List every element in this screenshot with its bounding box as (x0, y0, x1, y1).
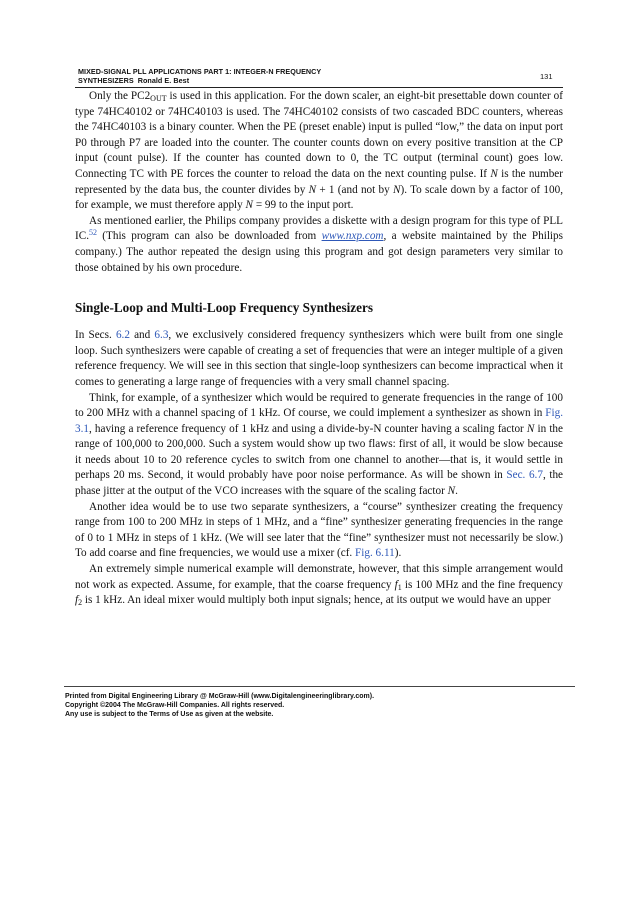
variable-n: N (393, 183, 401, 196)
section-heading: Single-Loop and Multi-Loop Frequency Synthesizers (75, 300, 373, 316)
text-run: (This program can also be downloaded from (96, 230, 322, 243)
variable-n: N (308, 183, 317, 196)
subscript: 1 (397, 582, 402, 592)
link-sec-6-2[interactable]: 6.2 (115, 329, 130, 342)
text-run: , the phase jitter at the output of the VCO increases with the square of the scaling factor (75, 469, 564, 498)
running-title-chapter: SYNTHESIZERS (78, 76, 134, 85)
text-run: is 100 MHz and the fine frequency (401, 578, 564, 591)
paragraph-down-scaler (75, 89, 563, 214)
text-run: . (455, 485, 458, 498)
paragraph-two-synthesizers (75, 500, 563, 562)
text-run: , having a reference frequency of 1 kHz and using a divide-by-N counter having a scaling factor (88, 422, 527, 435)
subscript: 2 (78, 598, 83, 608)
footnote-ref-52[interactable]: 52 (88, 228, 97, 238)
text-run: is used in this application. For the down scaler, an eight-bit presettable down counter of type 74HC40102 or 74HC40103 is used. The 74HC40102 consists of two cascaded BDC counters, whereas the 74HC40103 is a binary counter. When the PE (preset enable) input is pulled “low,” the data on input port P0 through P7 are loaded into the counter. The counter counts down on every positive transition at the CP input (count pulse). If the counter has counted down to 0, the TC output (terminal count) goes low. Connecting TC with PE forces the counter to reload the data on the next counting pulse. If (75, 90, 563, 180)
paragraph-numerical-example (75, 562, 563, 609)
text-run: ). To scale down by a factor of 100, for example, we must therefore apply (75, 183, 564, 212)
header-rule (75, 87, 563, 88)
text-run: Think, for example, of a synthesizer which would be required to generate frequencies in the range of 100 to 200 MHz with a channel spacing of 1 kHz. Of course, we could implement a synthesizer as shown in (75, 391, 563, 420)
link-sec-6-7[interactable]: Sec. 6.7 (506, 469, 543, 482)
running-title-line2 (78, 76, 498, 85)
text-run: In Secs. (75, 329, 116, 342)
text-run: Only the PC2 (89, 90, 151, 102)
variable-n: N (490, 167, 498, 180)
website-link[interactable]: www.nxp.com (321, 230, 384, 243)
text-run: , a website maintained by the Philips company.) The author repeated the design using this program and got design parameters very similar to those obtained by his own procedure. (75, 230, 563, 274)
variable-f: f (75, 594, 79, 607)
text-run: = 99 to the input port. (253, 199, 354, 212)
running-head-author: Ronald E. Best (137, 76, 190, 85)
paragraph-design-program (75, 214, 563, 276)
subscript: OUT (150, 94, 167, 103)
variable-n: N (245, 199, 254, 212)
text-run: is 1 kHz. An ideal mixer would multiply both input signals; hence, at its output we would have an upper (82, 594, 551, 607)
variable-n: N (447, 485, 456, 498)
text-run: ). (394, 547, 402, 560)
text-run: , we exclusively considered frequency synthesizers which were built from one single loop. Such synthesizers were capable of creating a set of frequencies that were an integer multiple of a given reference frequency. We will see in this section that single-loop synthesizers can become impractical when it comes to generating a large range of frequencies with a very small channel spacing. (75, 329, 564, 388)
link-fig-6-11[interactable]: Fig. 6.11 (355, 547, 395, 560)
paragraph-single-loop (75, 328, 563, 390)
footer-rule (64, 686, 575, 687)
link-sec-6-3[interactable]: 6.3 (154, 329, 169, 342)
footer-line1: Printed from Digital Engineering Library @ McGraw-Hill (www.Digitalengineeringlibrary.com). (65, 693, 375, 700)
link-fig-3-1[interactable]: Fig. 3.1 (75, 407, 563, 435)
variable-n: N (526, 422, 535, 435)
footer-line3: Any use is subject to the Terms of Use as given at the website. (65, 711, 274, 718)
page-number: 131 (540, 72, 553, 81)
text-run: + 1 (and not by (316, 183, 393, 196)
variable-f: f (394, 578, 398, 591)
text-run: As mentioned earlier, the Philips company provides a diskette with a design program for this type of PLL IC. (75, 214, 563, 243)
running-head (78, 67, 498, 85)
text-run: is the number represented by the data bus, the counter divides by (75, 167, 563, 196)
footer-line2: Copyright ©2004 The McGraw-Hill Companies. All rights reserved. (65, 702, 285, 709)
running-title-line1: MIXED-SIGNAL PLL APPLICATIONS PART 1: INTEGER-N FREQUENCY (78, 67, 322, 76)
copyright-footer (65, 692, 575, 719)
text-run: Another idea would be to use two separate synthesizers, a “course” synthesizer creating the frequency range from 100 to 200 MHz in steps of 1 MHz, and a “fine” synthesizer generating frequencies in the range of 0 to 1 MHz in steps of 1 kHz. (We will see later that the “fine” synthesizer must not necessarily be slow.) To add coarse and fine frequencies, we would use a mixer (cf. (75, 500, 563, 560)
text-run: in the range of 100,000 to 200,000. Such a system would show up two flaws: first of all, it would be slow because it needs about 10 to 20 reference cycles to switch from one channel to another—that is, it would settle in perhaps 20 ms. Second, it would probably have poor noise performance. As will be shown in (75, 422, 563, 482)
text-run: An extremely simple numerical example will demonstrate, however, that this simple arrangement would not work as expected. Assume, for example, that the coarse frequency (75, 563, 563, 591)
paragraph-example-synthesizer (75, 391, 563, 500)
body-text (75, 89, 563, 609)
text-run: and (129, 329, 155, 342)
